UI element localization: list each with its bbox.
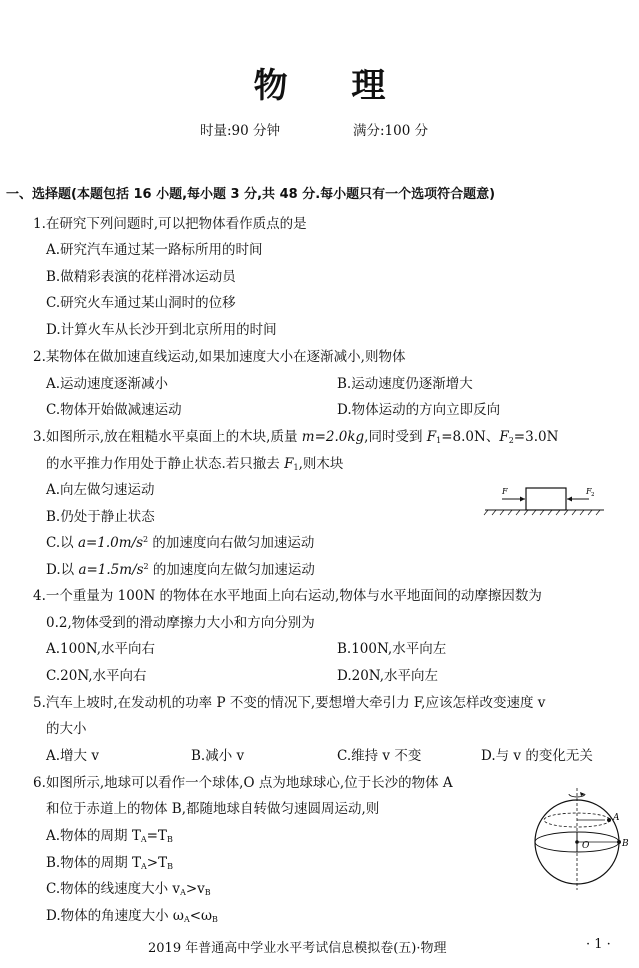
q5-stem-line2: 的大小 <box>46 721 87 737</box>
q2-stem: 2.某物体在做加速直线运动,如果加速度大小在逐渐减小,则物体 <box>33 349 406 365</box>
q6-stem-line2: 和位于赤道上的物体 B,都随地球自转做匀速圆周运动,则 <box>46 801 380 817</box>
q6-option-d: D.物体的角速度大小 $\omega_A<\omega_B$ <box>46 908 218 924</box>
q6-stem: 6.如图所示,地球可以看作一个球体,O 点为地球球心,位于长沙的物体 A <box>33 775 453 791</box>
q5-option-b: B.减小 v <box>191 748 245 764</box>
q4-stem-line2: 0.2,物体受到的滑动摩擦力大小和方向分别为 <box>46 615 315 631</box>
q5-option-d: D.与 v 的变化无关 <box>481 748 593 764</box>
q5-option-c: C.维持 v 不变 <box>337 748 422 764</box>
q3-fig-label-f2-sub: 2 <box>591 492 595 498</box>
earth-globe-figure <box>525 786 633 892</box>
page-title: 物 理 <box>253 66 412 106</box>
q5-stem: 5.汽车上坡时,在发动机的功率 P 不变的情况下,要想增大牵引力 F,应该怎样改变速度 v <box>33 695 546 711</box>
q4-option-c: C.20N,水平向右 <box>46 668 147 684</box>
q3-option-b: B.仍处于静止状态 <box>46 509 155 525</box>
q4-option-a: A.100N,水平向右 <box>46 641 156 657</box>
q3-block-figure <box>482 480 607 520</box>
q3-stem-line2: 的水平推力作用处于静止状态.若只撤去 $F_1$,则木块 <box>46 456 344 472</box>
q2-option-b: B.运动速度仍逐渐增大 <box>337 376 473 392</box>
q4-stem: 4.一个重量为 100N 的物体在水平地面上向右运动,物体与水平地面间的动摩擦因数为 <box>33 588 542 604</box>
full-score: 满分:100 分 <box>353 123 429 139</box>
q3-option-a: A.向左做匀速运动 <box>46 482 155 498</box>
q3-option-c: C.以 $a=1.0m/s^2$ 的加速度向右做匀加速运动 <box>46 535 315 551</box>
time-limit: 时量:90 分钟 <box>200 123 281 139</box>
q1-option-b: B.做精彩表演的花样滑冰运动员 <box>46 269 236 285</box>
q3-fig-label-f2: F <box>586 487 592 496</box>
q6-option-c: C.物体的线速度大小 $v_A>v_B$ <box>46 881 211 897</box>
q1-option-c: C.研究火车通过某山洞时的位移 <box>46 295 236 311</box>
q5-option-a: A.增大 v <box>46 748 99 764</box>
section-heading: 一、选择题(本题包括 16 小题,每小题 3 分,共 48 分.每小题只有一个选项符合题意) <box>6 187 496 202</box>
q1-option-a: A.研究汽车通过某一路标所用的时间 <box>46 242 263 258</box>
q1-stem: 1.在研究下列问题时,可以把物体看作质点的是 <box>33 216 307 232</box>
q2-option-d: D.物体运动的方向立即反向 <box>337 402 501 418</box>
q1-option-d: D.计算火车从长沙开到北京所用的时间 <box>46 322 277 338</box>
q2-option-c: C.物体开始做减速运动 <box>46 402 182 418</box>
page-footer: 2019 年普通高中学业水平考试信息模拟卷(五)·物理 <box>148 941 447 956</box>
globe-label-a: A <box>613 813 620 823</box>
q2-option-a: A.运动速度逐渐减小 <box>46 376 169 392</box>
q3-fig-label-f1: F <box>502 487 508 496</box>
q4-option-b: B.100N,水平向左 <box>337 641 447 657</box>
q4-option-d: D.20N,水平向左 <box>337 668 439 684</box>
q3-option-d: D.以 $a=1.5m/s^2$ 的加速度向左做匀加速运动 <box>46 562 315 578</box>
globe-label-o: O <box>582 841 590 851</box>
q6-option-b: B.物体的周期 $T_A>T_B$ <box>46 855 174 871</box>
globe-label-b: B <box>622 839 629 849</box>
q3-stem: 3.如图所示,放在粗糙水平桌面上的木块,质量 m=2.0kg,同时受到 $F_1=8.0N$、$F_2=3.0N$ <box>33 429 559 445</box>
q6-option-a: A.物体的周期 $T_A=T_B$ <box>46 828 173 844</box>
page-number: · 1 · <box>586 937 611 952</box>
